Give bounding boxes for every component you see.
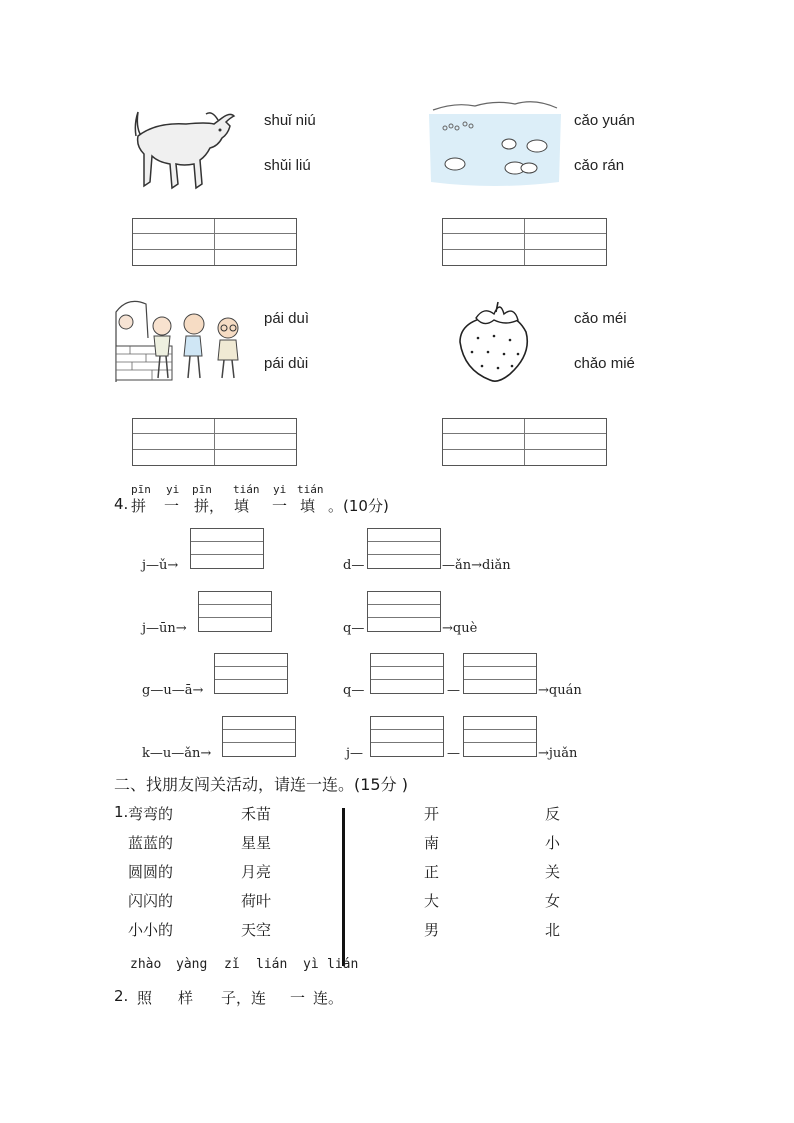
answer-box[interactable] xyxy=(370,653,444,694)
match-item-left[interactable]: 圆圆的 xyxy=(128,863,174,881)
syllable-formula: g—u—ā→ xyxy=(142,683,204,698)
answer-box[interactable] xyxy=(367,528,441,569)
title-char: 拼， xyxy=(194,497,225,515)
question-number: 2. xyxy=(114,987,129,1005)
children-queue-image xyxy=(112,292,248,384)
title-char: 填 xyxy=(300,497,316,515)
syllable-formula: k—u—ǎn→ xyxy=(142,746,212,761)
syllable-formula: j—ūn→ xyxy=(142,621,187,636)
title-char: 照 xyxy=(137,989,153,1007)
syllable-start: q— xyxy=(343,621,365,636)
match-item-right[interactable]: 小 xyxy=(545,834,561,852)
match-item-left[interactable]: 蓝蓝的 xyxy=(128,834,174,852)
match-item-left[interactable]: 大 xyxy=(424,892,440,910)
grassland-sheep-image xyxy=(425,98,565,188)
option-text[interactable]: pái duì xyxy=(264,310,310,327)
match-item-left[interactable]: 小小的 xyxy=(128,921,174,939)
title-char: 子，连 xyxy=(221,989,267,1007)
match-item-right[interactable]: 关 xyxy=(545,863,561,881)
match-item-right[interactable]: 天空 xyxy=(241,921,272,939)
syllable-end: →què xyxy=(442,621,478,636)
syllable-start: d— xyxy=(343,558,365,573)
title-char: 一 xyxy=(290,989,306,1007)
answer-box[interactable] xyxy=(222,716,296,757)
title-char: 填 xyxy=(234,497,250,515)
match-item-right[interactable]: 反 xyxy=(545,805,561,823)
match-item-left[interactable]: 开 xyxy=(424,805,440,823)
answer-box[interactable] xyxy=(214,653,288,694)
option-text[interactable]: cǎo yuán xyxy=(574,112,635,129)
pinyin-annotation: pīn xyxy=(131,483,151,496)
pinyin-annotation: lián xyxy=(327,957,359,972)
pinyin-annotation: yì xyxy=(303,957,319,972)
syllable-end: →juǎn xyxy=(538,746,578,761)
pinyin-annotation: tián xyxy=(297,483,324,496)
match-item-right[interactable]: 禾苗 xyxy=(241,805,272,823)
match-item-left[interactable]: 闪闪的 xyxy=(128,892,174,910)
writing-grid[interactable] xyxy=(132,218,297,266)
option-text[interactable]: chǎo mié xyxy=(574,355,635,372)
match-item-left[interactable]: 正 xyxy=(424,863,440,881)
answer-box[interactable] xyxy=(190,528,264,569)
pinyin-annotation: yi xyxy=(166,483,180,496)
score-note: 。(10分) xyxy=(328,497,389,515)
pinyin-annotation: pīn xyxy=(192,483,212,496)
syllable-mid: — xyxy=(447,683,460,698)
match-item-right[interactable]: 月亮 xyxy=(241,863,272,881)
writing-grid[interactable] xyxy=(442,218,607,266)
title-char: 一 xyxy=(272,497,288,515)
syllable-end: →quán xyxy=(538,683,582,698)
writing-grid[interactable] xyxy=(442,418,607,466)
question-number: 1. xyxy=(114,803,129,821)
match-item-right[interactable]: 荷叶 xyxy=(241,892,272,910)
match-item-right[interactable]: 北 xyxy=(545,921,561,939)
option-text[interactable]: cǎo rán xyxy=(574,157,625,174)
title-char: 连。 xyxy=(313,989,344,1007)
pinyin-annotation: yàng xyxy=(176,957,208,972)
match-item-left[interactable]: 弯弯的 xyxy=(128,805,174,823)
syllable-end: —ǎn→diǎn xyxy=(442,558,511,573)
pinyin-annotation: tián xyxy=(233,483,260,496)
match-item-right[interactable]: 女 xyxy=(545,892,561,910)
strawberry-image xyxy=(454,298,534,384)
pinyin-annotation: zhào xyxy=(130,957,162,972)
match-item-left[interactable]: 南 xyxy=(424,834,440,852)
syllable-start: q— xyxy=(343,683,365,698)
section-heading: 二、找朋友闯关活动，请连一连。(15分 ) xyxy=(114,775,408,794)
title-char: 拼 xyxy=(131,497,147,515)
option-text[interactable]: pái dùi xyxy=(264,355,309,372)
pinyin-annotation: zǐ xyxy=(224,957,240,972)
match-item-right[interactable]: 星星 xyxy=(241,834,272,852)
syllable-formula: j—ǔ→ xyxy=(142,558,179,573)
divider-line xyxy=(342,808,345,966)
question-number: 4. xyxy=(114,495,129,513)
pinyin-annotation: yi xyxy=(273,483,287,496)
pinyin-annotation: lián xyxy=(256,957,288,972)
buffalo-image xyxy=(126,104,238,192)
title-char: 样 xyxy=(178,989,194,1007)
answer-box[interactable] xyxy=(463,716,537,757)
syllable-mid: — xyxy=(447,746,460,761)
match-item-left[interactable]: 男 xyxy=(424,921,440,939)
answer-box[interactable] xyxy=(463,653,537,694)
answer-box[interactable] xyxy=(198,591,272,632)
writing-grid[interactable] xyxy=(132,418,297,466)
answer-box[interactable] xyxy=(367,591,441,632)
answer-box[interactable] xyxy=(370,716,444,757)
option-text[interactable]: cǎo méi xyxy=(574,310,627,327)
option-text[interactable]: shuǐ niú xyxy=(264,112,316,129)
syllable-start: j— xyxy=(346,746,364,761)
option-text[interactable]: shǔi liú xyxy=(264,157,311,174)
title-char: 一 xyxy=(164,497,180,515)
